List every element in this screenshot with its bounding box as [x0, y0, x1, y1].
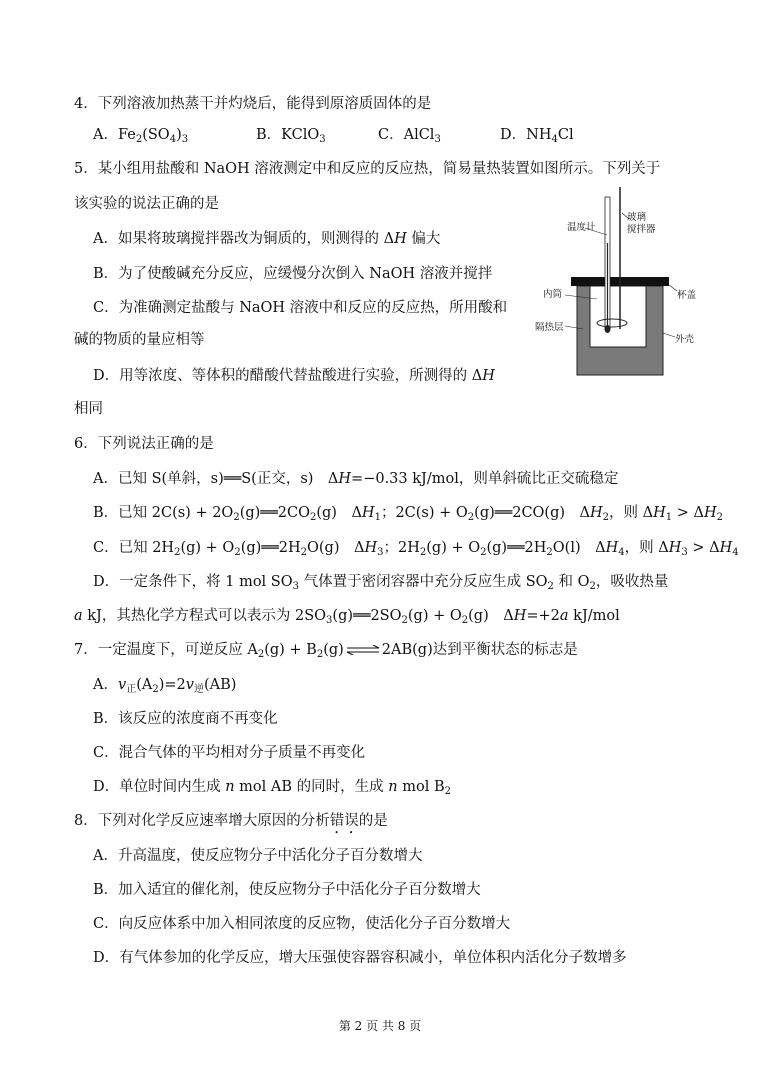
q6-stem: 6．下列说法正确的是: [74, 436, 214, 452]
q6-option-a: A．已知 S(单斜，s)══S(正交，s) ΔH=−0.33 kJ/mol，则单斜硫比正交硫稳定: [93, 471, 619, 487]
q7-option-b: B．该反应的浓度商不再变化: [93, 711, 278, 727]
q5-option-c-line1: C．为准确测定盐酸与 NaOH 溶液中和反应的反应热，所用酸和: [93, 300, 508, 316]
q7-option-a: A．$v_正(A_2)=2v_逆(AB)$: [93, 677, 237, 695]
label-inner-cup: 内筒: [543, 289, 563, 300]
q7-option-c: C．混合气体的平均相对分子质量不再变化: [93, 745, 366, 761]
q8-option-a: A．升高温度，使反应物分子中活化分子百分数增大: [93, 848, 423, 864]
q7-stem: 7．一定温度下，可逆反应 $A_2(g) + B_2(g)$ 2AB(g)达到平衡状态的标志是: [74, 642, 578, 660]
calorimeter-diagram: [525, 183, 725, 383]
label-stirrer-line2: 搅拌器: [627, 224, 656, 235]
q4-option-c: C．AlCl$_3$: [378, 127, 441, 145]
page-footer: 第 2 页 共 8 页: [338, 1019, 422, 1033]
q8-option-b: B．加入适宜的催化剂，使反应物分子中活化分子百分数增大: [93, 882, 481, 898]
label-insulation: 隔热层: [535, 322, 564, 333]
q6-option-b: B．已知 $2C(s) + 2O_2(g)══2CO_2(g)$ $\Delta H_1$；$2C(s) + O_2(g)══2CO(g)$ $\Delta H_2$，则 $\Delta H_1 > \Delta H_2$: [93, 505, 724, 523]
q4-option-a: A．$Fe_2(SO_4)_3$: [93, 127, 189, 145]
q6-option-d-line2: a kJ，其热化学方程式可以表示为 $2SO_3(g)══2SO_2(g) + O_2(g)$ ΔH=+2a kJ/mol: [74, 608, 620, 626]
q4-option-d: D．$NH_4Cl$: [500, 127, 574, 145]
inner-cup: [590, 286, 646, 347]
q5-option-a: A．如果将玻璃搅拌器改为铜质的，则测得的 ΔH 偏大: [93, 231, 441, 247]
q8-option-c: C．向反应体系中加入相同浓度的反应物，使活化分子百分数增大: [93, 916, 511, 932]
q4-option-b: B．KClO$_3$: [256, 127, 326, 145]
q5-option-d-line2: 相同: [74, 401, 103, 417]
q4-stem: 4．下列溶液加热蒸干并灼烧后，能得到原溶质固体的是: [74, 96, 432, 112]
label-thermometer: 温度计: [567, 222, 596, 233]
q7-option-d: D．单位时间内生成 n mol AB 的同时，生成 n mol $B_2$: [93, 779, 451, 797]
q6-option-c: C．已知 $2H_2(g)$ + $O_2(g)══2H_2O(g)$ $\Delta H_3$；$2H_2(g)$ + $O_2(g)══2H_2O(l)$ $\Delta H_4$，则 $\Delta H_3 > \Delta H_4$: [93, 540, 739, 558]
q8-option-d: D．有气体参加的化学反应，增大压强使容器容积减小，单位体积内活化分子数增多: [93, 950, 627, 966]
label-stirrer-line1: 玻璃: [627, 212, 647, 223]
q5-option-c-line2: 碱的物质的量应相等: [74, 332, 205, 348]
label-lid: 杯盖: [677, 290, 697, 301]
q8-stem: 8．下列对化学反应速率增大原因的分析错误的是: [74, 813, 388, 829]
q5-option-b: B．为了使酸碱充分反应，应缓慢分次倒入 NaOH 溶液并搅拌: [93, 266, 493, 282]
q5-stem-line2: 该实验的说法正确的是: [74, 196, 219, 212]
q5-stem-line1: 5．某小组用盐酸和 NaOH 溶液测定中和反应的反应热，简易量热装置如图所示。下列关于: [74, 161, 661, 177]
equilibrium-arrow-icon: [346, 645, 380, 655]
label-shell: 外壳: [675, 334, 695, 345]
q6-option-d-line1: D．一定条件下，将 1 mol $SO_3$ 气体置于密闭容器中充分反应生成 $SO_2$ 和 $O_2$，吸收热量: [93, 574, 669, 592]
q5-option-d-line1: D．用等浓度、等体积的醋酸代替盐酸进行实验，所测得的 ΔH: [93, 368, 495, 384]
